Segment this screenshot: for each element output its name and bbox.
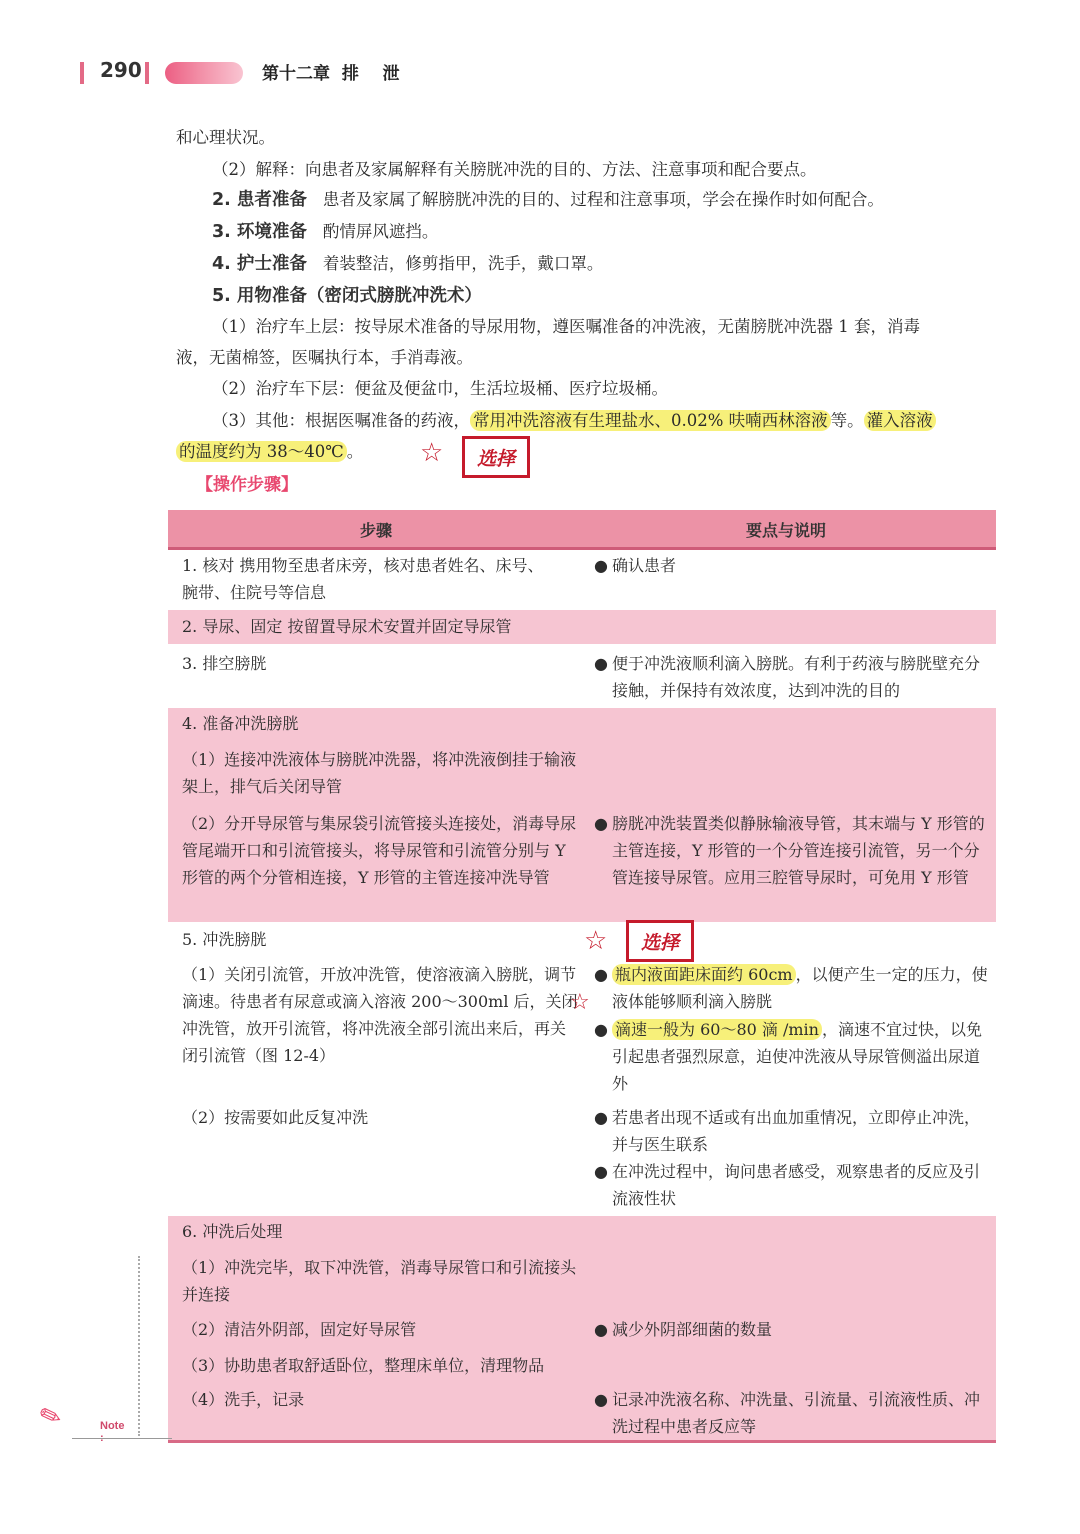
highlight-solution: 常用冲洗溶液有生理盐水、0.02% 呋喃西林溶液 [470, 410, 831, 431]
bullet-icon: ● [594, 1320, 608, 1339]
margin-dotted-rule [138, 1256, 140, 1436]
prep-environment [212, 220, 438, 244]
pencil-icon: ✎ [35, 1399, 67, 1435]
supplies-3-text: （3）其他：根据医嘱准备的药液， [212, 411, 470, 430]
table-row-2-step: 2. 导尿、固定 按留置导尿术安置并固定导尿管 [182, 617, 512, 636]
table-row-6-sub-2: （2）清洁外阴部，固定好导尿管 [182, 1320, 417, 1339]
prep-nurse [212, 252, 603, 276]
table-row-5-sub-1: （1）关闭引流管，开放冲洗管，使溶液滴入膀胱，调节滴速。待患者有尿意或滴入溶液 200～300ml 后，关闭冲洗管，放开引流管，将冲洗液全部引流出来后，再关闭引流管（图 12-4） [182, 965, 578, 1065]
col-header-notes: 要点与说明 [746, 521, 827, 540]
star-icon: ☆ [584, 926, 608, 956]
prep-heading: 3. 环境准备 [212, 222, 307, 242]
select-mark: 选择 [462, 436, 530, 478]
supplies-3-line-2 [176, 440, 363, 464]
bullet-icon: ● [594, 1162, 608, 1181]
bullet-icon: ● [594, 654, 608, 673]
table-bottom-rule [168, 1440, 996, 1443]
bullet-icon: ● [594, 1390, 608, 1409]
note-text: 记录冲洗液名称、冲洗量、引流量、引流液性质、冲洗过程中患者反应等 [612, 1390, 981, 1436]
note-text: 在冲洗过程中，询问患者感受，观察患者的反应及引流液性状 [612, 1162, 981, 1208]
table-row-3-step: 3. 排空膀胱 [182, 654, 267, 673]
prep-text: 酌情屏风遮挡。 [322, 222, 439, 241]
prep-supplies [212, 284, 498, 308]
note-text: 便于冲洗液顺利滴入膀胱。有利于药液与膀胱壁充分接触，并保持有效浓度，达到冲洗的目的 [612, 654, 981, 700]
highlight-temperature-a: 灌入溶液 [864, 410, 936, 431]
table-row-5-sub-2-note-1 [594, 1104, 988, 1158]
note-text: ，滴速不宜过快，以免引起患者强烈尿意，迫使冲洗液从导尿管侧溢出尿道外 [612, 1020, 982, 1093]
procedure-table [168, 510, 996, 1446]
prep-heading: 5. 用物准备（密闭式膀胱冲洗术） [212, 286, 482, 306]
supplies-3-line-1 [212, 409, 936, 433]
table-row-6-sub-4-note [594, 1386, 988, 1440]
running-header [0, 58, 1080, 88]
table-header [168, 510, 996, 550]
supplies-1-line-2: 液，无菌棉签，医嘱执行本，手消毒液。 [176, 348, 473, 367]
note-text: ，以便产生一定的压力，使液体能够顺利滴入膀胱 [612, 965, 988, 1011]
table-row-6-sub-2-note [594, 1316, 988, 1343]
note-text: 确认患者 [612, 556, 677, 575]
table-row-1-note [594, 552, 988, 579]
header-pill-decoration [165, 62, 243, 84]
supplies-2: （2）治疗车下层：便盆及便盆巾，生活垃圾桶、医疗垃圾桶。 [212, 379, 668, 398]
note-text: 减少外阴部细菌的数量 [612, 1320, 773, 1339]
bullet-icon: ● [594, 1108, 608, 1127]
star-icon: ☆ [570, 990, 590, 1015]
note-underline [72, 1438, 172, 1439]
table-row-4-sub-1: （1）连接冲洗液体与膀胱冲洗器，将冲洗液倒挂于输液架上，排气后关闭导管 [182, 750, 577, 796]
star-icon: ☆ [420, 438, 444, 468]
table-row-5-sub-2-note-2 [594, 1158, 988, 1212]
highlight-bottle-height: 瓶内液面距床面约 60cm [612, 964, 796, 985]
bullet-icon: ● [594, 556, 608, 575]
prep-heading: 4. 护士准备 [212, 254, 307, 274]
note-text: 膀胱冲洗装置类似静脉输液导管，其末端与 Y 形管的主管连接，Y 形管的一个分管连接引流管，另一个分管连接导尿管。应用三腔管导尿时，可免用 Y 形管 [612, 814, 985, 887]
table-row-6-sub-1: （1）冲洗完毕，取下冲洗管，消毒导尿管口和引流接头并连接 [182, 1258, 577, 1304]
table-row-6-step: 6. 冲洗后处理 [182, 1222, 283, 1241]
chapter-title: 第十二章 排 泄 [262, 64, 400, 84]
select-mark: 选择 [626, 920, 694, 962]
prep-text: 患者及家属了解膀胱冲洗的目的、过程和注意事项，学会在操作时如何配合。 [322, 190, 884, 209]
page-number: 290 [100, 58, 142, 82]
table-row-1-step [182, 552, 578, 606]
highlight-temperature-b: 的温度约为 38～40℃ [176, 441, 347, 462]
table-row-6-sub-3: （3）协助患者取舒适卧位，整理床单位，清理物品 [182, 1356, 545, 1375]
prep-text: 着装整洁，修剪指甲，洗手，戴口罩。 [322, 254, 604, 273]
table-row-5-sub-1-note-1 [594, 961, 988, 1015]
table-row-5-step: 5. 冲洗膀胱 [182, 930, 267, 949]
table-row-5-sub-2: （2）按需要如此反复冲洗 [182, 1108, 369, 1127]
col-header-steps: 步骤 [360, 521, 393, 540]
bullet-icon: ● [594, 814, 608, 833]
note-label: Note [100, 1420, 125, 1432]
bullet-icon: ● [594, 1020, 608, 1039]
supplies-3-text: 等。 [830, 411, 864, 430]
table-row-3-note [594, 650, 988, 704]
bullet-icon: ● [594, 965, 608, 984]
step-text: 1. 核对 携用物至患者床旁，核对患者姓名、床号、 [182, 556, 544, 575]
header-bar-right [145, 62, 149, 84]
supplies-1-line-1: （1）治疗车上层：按导尿术准备的导尿用物，遵医嘱准备的冲洗液，无菌膀胱冲洗器 1 套，消毒 [212, 317, 920, 336]
intro-line-2: （2）解释：向患者及家属解释有关膀胱冲洗的目的、方法、注意事项和配合要点。 [212, 160, 817, 179]
intro-line-1: 和心理状况。 [176, 128, 275, 147]
highlight-drip-rate: 滴速一般为 60～80 滴 /min [612, 1019, 822, 1040]
table-row-4-sub-2-note [594, 810, 988, 891]
step-text: 腕带、住院号等信息 [182, 583, 327, 602]
supplies-3-text: 。 [346, 442, 364, 461]
table-row-4-step: 4. 准备冲洗膀胱 [182, 714, 299, 733]
header-bar-left [80, 62, 84, 84]
table-row-6-sub-4: （4）洗手，记录 [182, 1390, 305, 1409]
note-text: 若患者出现不适或有出血加重情况，立即停止冲洗，并与医生联系 [612, 1108, 981, 1154]
section-heading-ops: 【操作步骤】 [196, 475, 298, 495]
table-row-4-sub-2: （2）分开导尿管与集尿袋引流管接头连接处，消毒导尿管尾端开口和引流管接头，将导尿管和引流管分别与 Y 形管的两个分管相连接，Y 形管的主管连接冲洗导管 [182, 814, 577, 887]
prep-heading: 2. 患者准备 [212, 190, 307, 210]
table-row-5-sub-1-note-2 [594, 1016, 988, 1097]
prep-patient [212, 188, 884, 212]
